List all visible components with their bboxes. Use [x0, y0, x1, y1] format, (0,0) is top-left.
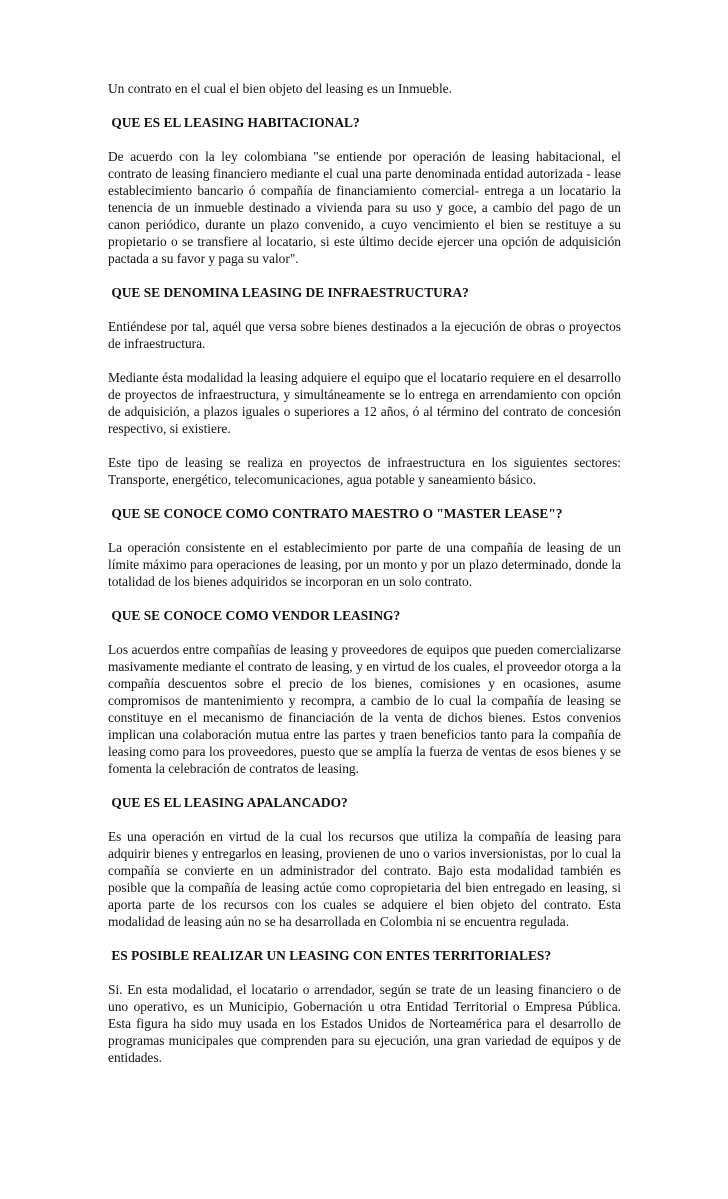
paragraph-infraestructura-sectores: Este tipo de leasing se realiza en proyectos de infraestructura en los siguientes sectores: Transporte, energético, telecomunicaciones, agua potable y saneamiento básico.: [108, 455, 621, 487]
paragraph-vendor-leasing: Los acuerdos entre compañías de leasing y proveedores de equipos que pueden comercializarse masivamente mediante el contrato de leasing, y en virtud de los cuales, el proveedor otorga a la compañía descuentos sobre el precio de los bienes, comisiones y en ocasiones, asume compromisos de mantenimiento y recompra, a cambio de lo cual la compañía de leasing se constituye en el mecanismo de financiación de la venta de dichos bienes. Estos convenios implican una colaboración mutua entre las partes y traen beneficios tanto para la compañía de leasing como para los proveedores, puesto que se amplía la fuerza de ventas de esos bienes y se fomenta la celebración de contratos de leasing.: [108, 642, 621, 776]
heading-leasing-habitacional: QUE ES EL LEASING HABITACIONAL?: [108, 115, 360, 130]
intro-paragraph: Un contrato en el cual el bien objeto del leasing es un Inmueble.: [108, 81, 452, 96]
heading-master-lease: QUE SE CONOCE COMO CONTRATO MAESTRO O "MASTER LEASE"?: [108, 506, 563, 521]
paragraph-infraestructura-definition: Entiéndese por tal, aquél que versa sobre bienes destinados a la ejecución de obras o proyectos de infraestructura.: [108, 319, 621, 351]
paragraph-leasing-apalancado: Es una operación en virtud de la cual los recursos que utiliza la compañía de leasing para adquirir bienes y entregarlos en leasing, provienen de uno o varios inversionistas, por lo cual la compañía se convierte en un administrador del contrato. Bajo esta modalidad también es posible que la compañía de leasing actúe como copropietaria del bien entregado en leasing, si aporta parte de los recursos con los cuales se adquiere el bien objeto del contrato. Esta modalidad de leasing aún no se ha desarrollada en Colombia ni se encuentra regulada.: [108, 829, 621, 929]
heading-leasing-infraestructura: QUE SE DENOMINA LEASING DE INFRAESTRUCTURA?: [108, 285, 469, 300]
heading-leasing-apalancado: QUE ES EL LEASING APALANCADO?: [108, 795, 348, 810]
heading-entes-territoriales: ES POSIBLE REALIZAR UN LEASING CON ENTES TERRITORIALES?: [108, 948, 552, 963]
heading-vendor-leasing: QUE SE CONOCE COMO VENDOR LEASING?: [108, 608, 401, 623]
paragraph-leasing-habitacional: De acuerdo con la ley colombiana "se entiende por operación de leasing habitacional, el contrato de leasing financiero mediante el cual una parte denominada entidad autorizada - lease establecimiento bancario ó compañía de financiamiento comercial- entrega a un locatario la tenencia de un inmueble destinado a vivienda para su uso y goce, a cambio del pago de un canon periódico, durante un plazo convenido, a cuyo vencimiento el bien se restituye a su propietario o se transfiere al locatario, si este último decide ejercer una opción de adquisición pactada a su favor y paga su valor".: [108, 149, 621, 266]
paragraph-master-lease: La operación consistente en el establecimiento por parte de una compañía de leasing de un límite máximo para operaciones de leasing, por un monto y por un plazo determinado, donde la totalidad de los bienes adquiridos se incorporan en un solo contrato.: [108, 540, 621, 589]
paragraph-entes-territoriales: Si. En esta modalidad, el locatario o arrendador, según se trate de un leasing financiero o de uno operativo, es un Municipio, Gobernación u otra Entidad Territorial o Empresa Pública. Esta figura ha sido muy usada en los Estados Unidos de Norteamérica para el desarrollo de programas municipales que comprenden para su ejecución, una gran variedad de equipos y de entidades.: [108, 982, 621, 1065]
document-page: [108, 80, 621, 1083]
paragraph-infraestructura-modalidad: Mediante ésta modalidad la leasing adquiere el equipo que el locatario requiere en el desarrollo de proyectos de infraestructura, y simultáneamente se lo entrega en arrendamiento con opción de adquisición, a plazos iguales o superiores a 12 años, ó al término del contrato de concesión respectivo, si existiere.: [108, 370, 621, 436]
